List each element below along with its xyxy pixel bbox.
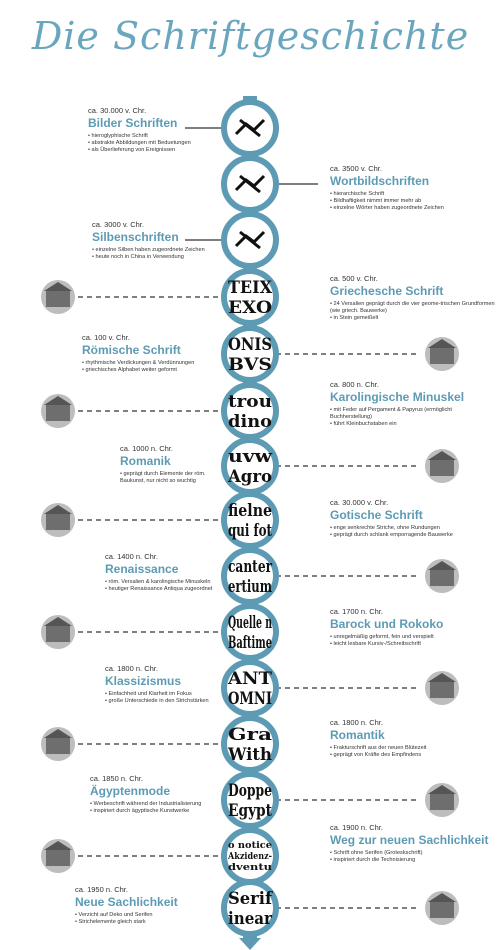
building-photo-body [430,902,454,918]
era-bullets [82,360,218,374]
era-name: Karolingische Minuskel [330,390,465,404]
circle-sample-text: Gra [228,724,272,745]
era-date: ca. 30.000 v. Chr. [88,106,147,115]
era-name: Silbenschriften [92,230,179,244]
era-name: Romanik [120,454,171,468]
era-name: Weg zur neuen Sachlichkeit [330,833,489,847]
circle-sample-text: uvw [228,446,273,467]
era-block [105,552,218,593]
era-name: Gotische Schrift [330,508,423,522]
circle-sample-text: ONIS [228,334,272,355]
circle-sample-text: TEIX [228,277,273,298]
circle-sample-text: qui fot [228,520,273,541]
era-bullet: • enge senkrechte Striche, ohne Rundungen [330,525,495,532]
era-bullet: • Schrift ohne Serifen (Groteskschrift) [330,850,495,857]
era-bullet: • Strichelemente gleich stark [75,919,218,926]
era-bullet: • Frakturschrift aus der neuen Blütezeit [330,745,495,752]
building-photo-body [46,738,70,754]
era-name: Klassizismus [105,674,182,688]
era-block [330,164,495,212]
circle-sample-text: ertium [228,576,273,597]
era-bullet: • unregelmäßig geformt, fein und verspielt [330,634,495,641]
era-bullets [92,247,218,261]
circle-sample-text: trou [228,391,272,412]
era-date: ca. 1700 n. Chr. [330,607,383,616]
era-bullets [120,471,218,485]
era-bullets [105,579,218,593]
era-bullet: • Verzicht auf Deko und Serifen [75,912,218,919]
era-block [75,885,218,926]
circle-sample-text: EXO [228,297,273,318]
era-bullet: • 24 Versalien geprägt durch die vier geome-trischen Grundformen (wie griech. Bauwerke) [330,301,495,315]
era-block [330,274,495,322]
era-bullets [330,191,495,212]
era-bullets [90,801,218,815]
circle-sample-text: BVS [228,354,272,375]
era-date: ca. 1950 n. Chr. [75,885,128,894]
era-bullet: • heutiger Renaissance Antiqua zugeordnet [105,586,218,593]
era-date: ca. 3000 v. Chr. [92,220,144,229]
era-name: Wortbildschriften [330,174,430,188]
era-bullet: • in Stein gemeißelt [330,315,495,322]
era-date: ca. 1800 n. Chr. [105,664,158,673]
era-bullet: • röm. Versalien & karolingische Minuskeln [105,579,218,586]
building-photo-body [46,291,70,307]
page-title: Die Schriftgeschichte [31,14,470,58]
circle-sample-text: inear [228,908,273,929]
era-bullet: • mit Feder auf Pergament & Papyrus (ermöglicht Buchherstellung) [330,407,495,421]
era-bullet: • hieroglyphische Schrift [88,133,218,140]
circle-sample-text: OMNI [228,688,273,709]
era-date: ca. 800 n. Chr. [330,380,379,389]
era-block [330,607,495,648]
circle-sample-text: ANT [226,668,273,689]
era-name: Neue Sachlichkeit [75,895,178,909]
era-bullets [330,301,495,322]
era-name: Ägyptenmode [90,784,171,798]
era-bullet: • als Überlieferung von Ereignissen [88,147,218,154]
circle-sample-text: Akzidenz- [227,852,273,863]
circle-sample-text: o notice [228,841,273,852]
era-bullets [330,407,495,428]
building-photo-body [430,570,454,586]
era-date: ca. 1800 n. Chr. [330,718,383,727]
building-photo-body [46,850,70,866]
building-photo-body [46,626,70,642]
building-photo-body [430,682,454,698]
circle-sample-text: Doppe [228,780,273,801]
circle-sample-text: Baftime [228,632,273,653]
circle-sample-text: dino [228,411,272,432]
era-date: ca. 500 v. Chr. [330,274,378,283]
era-bullet: • rhythmische Verdickungen & Verdünnungen [82,360,218,367]
era-date: ca. 1900 n. Chr. [330,823,383,832]
era-block [88,106,218,154]
era-block [330,718,495,759]
circle-sample-text: fielne [228,500,273,521]
building-photo-body [46,514,70,530]
building-photo-body [430,460,454,476]
era-bullet: • inspiriert durch die Technisierung [330,857,495,864]
era-bullet: • Einfachheit und Klarheit im Fokus [105,691,218,698]
era-date: ca. 1000 n. Chr. [120,444,173,453]
era-bullet: • leicht lesbare Kursiv-/Schreibschrift [330,641,495,648]
circle-sample-text: dventu [228,863,273,874]
era-bullet: • führt Kleinbuchstaben ein [330,421,495,428]
era-block [92,220,218,261]
era-bullet: • große Unterschiede in den Strichstärken [105,698,218,705]
era-bullets [330,525,495,539]
building-photo-body [430,348,454,364]
era-date: ca. 1400 n. Chr. [105,552,158,561]
era-bullet: • inspiriert durch ägyptische Kunstwerke [90,808,218,815]
circle-sample-text: Agro [227,466,272,487]
era-bullet: • griechisches Alphabet weiter geformt [82,367,218,374]
era-block [120,444,218,485]
era-bullet: • heute noch in China in Verwendung [92,254,218,261]
era-bullets [330,745,495,759]
era-bullet: • geprägt durch schlank emporragende Bauwerke [330,532,495,539]
circle-sample-text: With [227,744,272,765]
era-name: Renaissance [105,562,179,576]
era-bullets [330,634,495,648]
era-bullet: • Bildhaftigkeit nimmt immer mehr ab [330,198,495,205]
building-photo-body [430,794,454,810]
era-date: ca. 30.000 v. Chr. [330,498,389,507]
era-name: Bilder Schriften [88,116,178,130]
era-block [330,823,495,864]
circle-sample-text: Egypt [228,800,273,821]
era-block [82,333,218,374]
era-date: ca. 100 v. Chr. [82,333,130,342]
era-date: ca. 1850 n. Chr. [90,774,143,783]
era-bullet: • geprägt durch Elemente der röm. Baukunst, nur nicht so wuchtig [120,471,218,485]
era-bullet: • einzelne Silben haben zugeordnete Zeichen [92,247,218,254]
era-bullets [75,912,218,926]
spine-arrow-icon [239,938,261,950]
era-bullet: • hierarchische Schrift [330,191,495,198]
circle-sample-text: Serif [228,888,274,909]
era-block [330,498,495,539]
era-name: Romantik [330,728,385,742]
era-name: Römische Schrift [82,343,181,357]
era-bullets [88,133,218,154]
era-name: Barock und Rokoko [330,617,444,631]
era-bullets [105,691,218,705]
era-block [90,774,218,815]
era-bullet: • Werbeschrift während der Industrialisierung [90,801,218,808]
building-photo-body [46,405,70,421]
circle-sample-text: canter [228,556,273,577]
era-bullets [330,850,495,864]
era-block [105,664,218,705]
era-date: ca. 3500 v. Chr. [330,164,382,173]
era-bullet: • einzelne Wörter haben zugeordnete Zeichen [330,205,495,212]
era-name: Griechesche Schrift [330,284,444,298]
era-block [330,380,495,428]
era-bullet: • abstrakte Abbildungen mit Beduetungen [88,140,218,147]
circle-sample-text: Quelle n [228,612,272,633]
era-bullet: • geprägt von Kräfte des Empfindens [330,752,495,759]
